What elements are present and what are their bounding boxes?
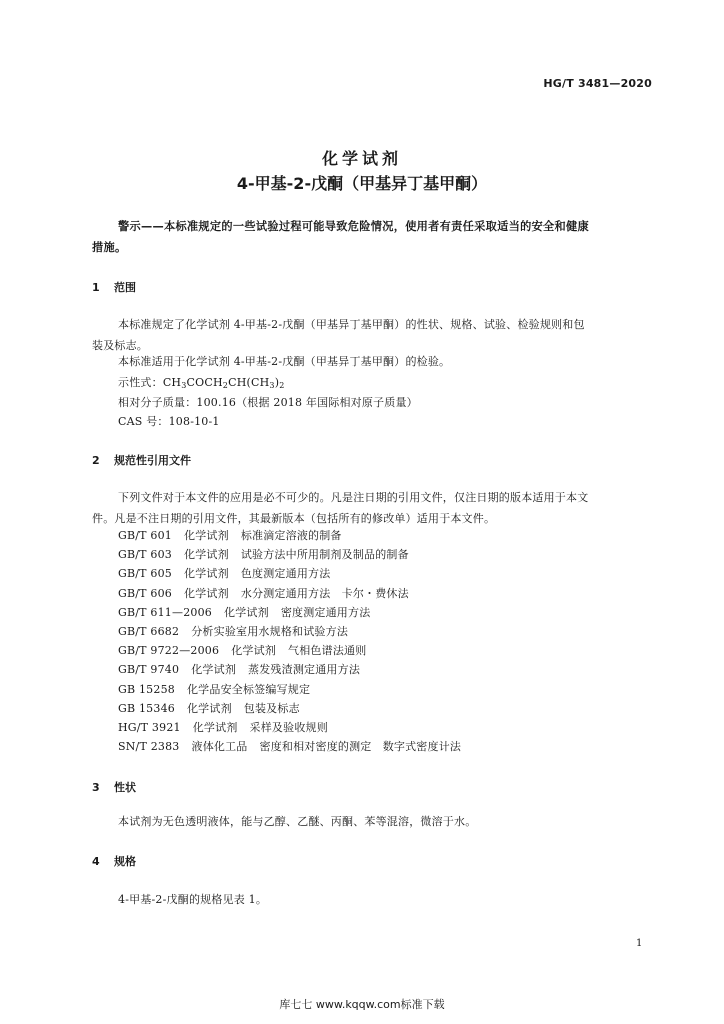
section-title: 范围 (114, 281, 136, 294)
list-item: HG/T 3921 化学试剂 采样及验收规则 (118, 720, 328, 734)
list-item: GB 15346 化学试剂 包装及标志 (118, 701, 300, 715)
reference-list (118, 526, 461, 756)
footer-watermark: 库七七 www.kqqw.com标准下载 (279, 998, 445, 1011)
section-heading-refs (92, 452, 191, 468)
section-heading-spec (92, 853, 136, 869)
warning-line1: 警示——本标准规定的一些试验过程可能导致危险情况，使用者有责任采取适当的安全和健康 (118, 220, 589, 233)
scope-paragraph-1 (92, 314, 660, 356)
refs-intro (92, 487, 660, 529)
properties-text: 本试剂为无色透明液体，能与乙醇、乙醚、丙酮、苯等混溶，微溶于水。 (118, 815, 477, 828)
scope-para1-line2: 装及标志。 (92, 339, 148, 352)
section-title: 规格 (114, 855, 136, 868)
scope-paragraph-2: 本标准适用于化学试剂 4-甲基-2-戊酮（甲基异丁基甲酮）的检验。 (118, 355, 451, 368)
document-title-line2: 4-甲基-2-戊酮（甲基异丁基甲酮） (236, 174, 488, 193)
warning-block (92, 216, 664, 258)
scope-para1-line1: 本标准规定了化学试剂 4-甲基-2-戊酮（甲基异丁基甲酮）的性状、规格、试验、检验规则和包 (118, 318, 585, 331)
section-number: 2 (92, 454, 100, 467)
standard-code: HG/T 3481—2020 (543, 77, 652, 90)
warning-line2: 措施。 (92, 241, 127, 254)
list-item: GB/T 606 化学试剂 水分测定通用方法 卡尔・费休法 (118, 586, 409, 600)
section-title: 性状 (114, 781, 136, 794)
refs-intro-line1: 下列文件对于本文件的应用是必不可少的。凡是注日期的引用文件，仅注日期的版本适用于本文 (118, 491, 589, 504)
molecular-mass: 相对分子质量：100.16（根据 2018 年国际相对原子质量） (118, 396, 418, 409)
page-number: 1 (636, 938, 643, 949)
list-item: GB/T 603 化学试剂 试验方法中所用制剂及制品的制备 (118, 548, 409, 562)
list-item: GB/T 6682 分析实验室用水规格和试验方法 (118, 624, 349, 638)
cas-number: CAS 号：108-10-1 (118, 415, 220, 428)
list-item: GB/T 601 化学试剂 标准滴定溶液的制备 (118, 529, 342, 542)
section-heading-scope (92, 279, 136, 295)
list-item: GB/T 9722—2006 化学试剂 气相色谱法通则 (118, 644, 367, 658)
formula: $CH_3COCH_2CH(CH_3)_2$ (162, 376, 285, 390)
section-number: 1 (92, 281, 100, 294)
formula-label: 示性式： (118, 376, 163, 389)
formula-line (118, 374, 284, 395)
list-item: SN/T 2383 液体化工品 密度和相对密度的测定 数字式密度计法 (118, 740, 462, 754)
section-number: 4 (92, 855, 100, 868)
list-item: GB/T 605 化学试剂 色度测定通用方法 (118, 567, 331, 581)
section-number: 3 (92, 781, 100, 794)
spec-text: 4-甲基-2-戊酮的规格见表 1。 (118, 893, 268, 906)
document-title-line1: 化学试剂 (321, 149, 402, 168)
section-heading-properties (92, 779, 136, 795)
section-title: 规范性引用文件 (114, 454, 191, 467)
list-item: GB/T 9740 化学试剂 蒸发残渣测定通用方法 (118, 663, 361, 677)
refs-intro-line2: 件。凡是不注日期的引用文件，其最新版本（包括所有的修改单）适用于本文件。 (92, 512, 496, 525)
list-item: GB/T 611—2006 化学试剂 密度测定通用方法 (118, 605, 371, 619)
list-item: GB 15258 化学品安全标签编写规定 (118, 682, 311, 696)
